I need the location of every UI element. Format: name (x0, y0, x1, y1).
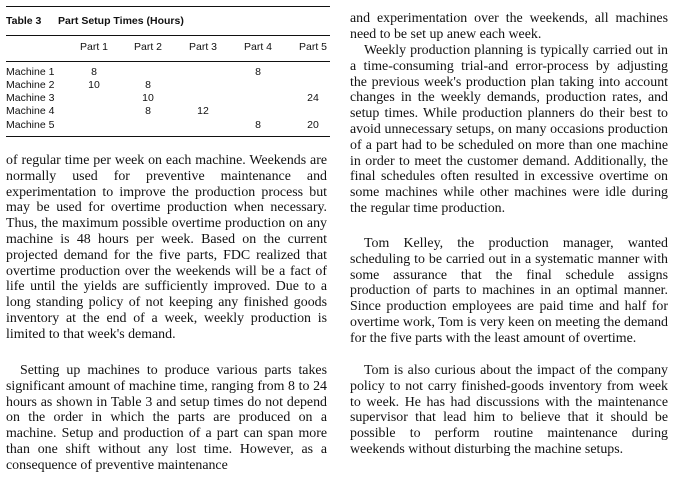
table-cell: 8 (145, 79, 151, 91)
right-paragraph-3: Tom Kelley, the production manager, wanted scheduling to be carried out in a systematic manner with some assurance that the final schedule assigns production of parts to machines in an optimal manner. Since production employees are paid time and half for overtime work, Tom is very keen on meeting the demand for the five parts with the least amount of overtime. (350, 236, 668, 346)
right-paragraph-1: and experimentation over the weekends, all machines need to be set up anew each week. (350, 11, 668, 42)
table-top-rule (6, 6, 330, 7)
table-cell: 24 (307, 92, 319, 104)
left-paragraph-2: Setting up machines to produce various parts takes significant amount of machine time, ranging from 8 to 24 hours as shown in Table 3 and setup times do not depend on the order in which the parts are produced on a machine. Setup and production of a part can span more than one shift without any lost time. However, as a consequence of preventive maintenance (6, 363, 327, 473)
right-paragraph-4: Tom is also curious about the impact of the company policy to not carry finished-goods inventory from week to week. He has had discussions with the maintenance supervisor that lead him to believe that it should be possible to perform routine maintenance during weekends without disturbing the machine setups. (350, 363, 668, 457)
right-paragraph-2: Weekly production planning is typically carried out in a time-consuming trial-and error-process by adjusting the previous week's production plan taking into account changes in the weekly demands, production rates, and setup times. While production planners do their best to avoid unnecessary setups, on many occasions production of a part had to be scheduled on more than one machine in order to meet the customer demand. Additionally, the final schedules often resulted in excessive overtime on some machines while other machines were idle during the regular time production. (350, 43, 668, 216)
column-header-part-5: Part 5 (298, 41, 327, 53)
table-bottom-rule (6, 136, 330, 137)
row-label-machine-5: Machine 5 (6, 119, 55, 131)
table-cell: 10 (142, 92, 154, 104)
row-label-machine-1: Machine 1 (6, 66, 55, 78)
left-paragraph-1: of regular time per week on each machine. Weekends are normally used for preventive maintenance and experimentation to improve the production process but may be used for overtime production when necessary. Thus, the maximum possible overtime production on any machine is 48 hours per week. Based on the current projected demand for the five parts, FDC realized that overtime production over the weekends will be a fact of life until the yields are sufficiently improved. Due to a long standing policy of not keeping any finished goods inventory at the end of a week, weekly production is limited to that week's demand. (6, 153, 327, 342)
table-cell: 10 (88, 79, 100, 91)
table-label: Table 3 (6, 15, 42, 27)
table-cell: 8 (255, 66, 261, 78)
table-title: Part Setup Times (Hours) (58, 15, 184, 27)
row-label-machine-2: Machine 2 (6, 79, 55, 91)
column-header-part-1: Part 1 (79, 41, 108, 53)
table-caption-rule (6, 35, 330, 36)
table-cell: 8 (91, 66, 97, 78)
row-label-machine-4: Machine 4 (6, 105, 55, 117)
table-cell: 20 (307, 119, 319, 131)
column-header-part-3: Part 3 (188, 41, 217, 53)
table-caption (6, 15, 184, 27)
column-header-part-4: Part 4 (243, 41, 272, 53)
row-label-machine-3: Machine 3 (6, 92, 55, 104)
table-cell: 8 (255, 119, 261, 131)
table-cell: 12 (197, 105, 209, 117)
table-header-rule (6, 61, 330, 62)
table-cell: 8 (145, 105, 151, 117)
column-header-part-2: Part 2 (133, 41, 162, 53)
